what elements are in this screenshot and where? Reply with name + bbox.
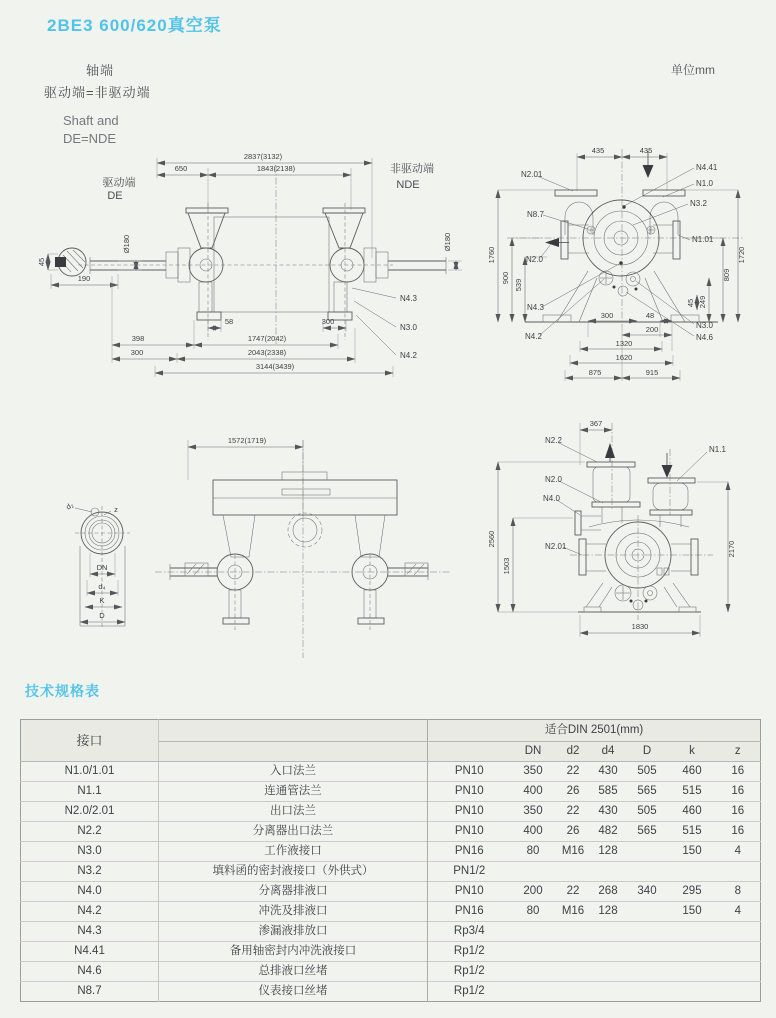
port-label-n3-2: N3.2 — [690, 199, 707, 208]
cell-k: 150 — [669, 902, 716, 922]
table-row — [21, 822, 761, 842]
cell-d2: 22 — [556, 882, 591, 902]
cell-dn — [511, 942, 556, 962]
flange-k-label: K — [99, 596, 105, 605]
cell-port: N4.6 — [21, 962, 159, 982]
cell-D — [626, 862, 669, 882]
spec-table-title: 技术规格表 — [25, 683, 100, 699]
cell-dn: 80 — [511, 842, 556, 862]
dim-300-r: 300 — [321, 317, 335, 326]
dim-809: 809 — [722, 268, 731, 282]
dim-58: 58 — [224, 317, 234, 326]
cell-pn: Rp1/2 — [428, 982, 511, 1002]
flange-dn-label: DN — [96, 563, 108, 572]
dim-435-right: 435 — [639, 146, 653, 155]
front-view-geometry — [498, 423, 728, 637]
cell-desc: 总排液口丝堵 — [159, 962, 428, 982]
dim-1503: 1503 — [502, 557, 511, 575]
port-label-n4-6: N4.6 — [696, 333, 713, 342]
cell-D — [626, 902, 669, 922]
cell-d2 — [556, 962, 591, 982]
dim-650: 650 — [174, 164, 188, 173]
cell-D — [626, 842, 669, 862]
cell-pn: PN10 — [428, 822, 511, 842]
cell-desc: 仪表接口丝堵 — [159, 982, 428, 1002]
cell-z: 4 — [716, 842, 761, 862]
cell-k — [669, 962, 716, 982]
front-view-drawing — [485, 415, 776, 667]
dim-phi180-left: Ø180 — [122, 234, 131, 254]
dim-300-l: 300 — [130, 348, 144, 357]
table-row — [21, 922, 761, 942]
subheader-D: D — [626, 742, 669, 762]
cell-dn: 350 — [511, 802, 556, 822]
port-label-n2-0f: N2.0 — [545, 475, 562, 484]
dim-1747: 1747(2042) — [247, 334, 287, 343]
dim-48: 48 — [645, 311, 655, 320]
cell-port: N4.41 — [21, 942, 159, 962]
subheader-desc-blank — [159, 742, 428, 762]
cell-z: 8 — [716, 882, 761, 902]
drive-end-label: 驱动端 — [102, 177, 136, 189]
cell-port: N3.2 — [21, 862, 159, 882]
cell-d4 — [591, 962, 626, 982]
axis-end-label: 轴端 — [86, 63, 115, 78]
cell-d2 — [556, 922, 591, 942]
table-row — [21, 962, 761, 982]
port-label-n1-1: N1.1 — [709, 445, 726, 454]
cell-port: N2.0/2.01 — [21, 802, 159, 822]
dim-367: 367 — [589, 419, 603, 428]
cell-d4: 430 — [591, 802, 626, 822]
cell-port: N4.3 — [21, 922, 159, 942]
cell-pn: PN10 — [428, 762, 511, 782]
subheader-d2: d2 — [556, 742, 591, 762]
flange-d-label: D — [99, 611, 105, 620]
dim-1320: 1320 — [615, 339, 633, 348]
cell-d4 — [591, 922, 626, 942]
cell-dn: 400 — [511, 822, 556, 842]
port-label-n4-2: N4.2 — [400, 351, 417, 360]
dim-190: 190 — [77, 274, 91, 283]
dim-539: 539 — [514, 278, 523, 292]
cell-pn: PN10 — [428, 802, 511, 822]
cell-pn: PN10 — [428, 782, 511, 802]
table-row — [21, 862, 761, 882]
cell-k: 460 — [669, 762, 716, 782]
end-view-texts — [487, 146, 746, 377]
table-row — [21, 882, 761, 902]
dim-435-left: 435 — [591, 146, 605, 155]
cell-port: N1.0/1.01 — [21, 762, 159, 782]
table-row — [21, 802, 761, 822]
cell-k: 150 — [669, 842, 716, 862]
cell-port: N4.0 — [21, 882, 159, 902]
dim-1843: 1843(2138) — [256, 164, 296, 173]
cell-z: 16 — [716, 822, 761, 842]
unit-label: 单位mm — [671, 63, 715, 77]
table-row — [21, 902, 761, 922]
spec-table-body — [21, 762, 761, 1002]
subheader-dn: DN — [511, 742, 556, 762]
cell-pn: Rp3/4 — [428, 922, 511, 942]
dim-2560: 2560 — [487, 530, 496, 548]
cell-D — [626, 982, 669, 1002]
table-row — [21, 942, 761, 962]
cell-pn: Rp1/2 — [428, 942, 511, 962]
cell-pn: PN16 — [428, 842, 511, 862]
cell-z — [716, 962, 761, 982]
port-label-n1-0: N1.0 — [696, 179, 713, 188]
cell-z — [716, 922, 761, 942]
side-view-drawing — [18, 148, 470, 404]
cell-desc: 连通管法兰 — [159, 782, 428, 802]
cell-k — [669, 942, 716, 962]
cell-z: 16 — [716, 762, 761, 782]
cell-desc: 渗漏液排放口 — [159, 922, 428, 942]
cell-z — [716, 862, 761, 882]
dim-875: 875 — [588, 368, 602, 377]
flange-z-label: z — [114, 505, 118, 514]
cell-z — [716, 942, 761, 962]
cell-dn: 350 — [511, 762, 556, 782]
cell-D: 565 — [626, 822, 669, 842]
cell-desc: 备用轴密封内冲洗液接口 — [159, 942, 428, 962]
cell-desc: 填料函的密封液接口（外供式） — [159, 862, 428, 882]
cell-dn: 80 — [511, 902, 556, 922]
dim-2170: 2170 — [727, 540, 736, 558]
cell-d2: 26 — [556, 822, 591, 842]
dim-2837: 2837(3132) — [243, 152, 283, 161]
cell-d2 — [556, 942, 591, 962]
cell-desc: 分离器出口法兰 — [159, 822, 428, 842]
cell-d4: 268 — [591, 882, 626, 902]
table-row — [21, 982, 761, 1002]
cell-d2: 22 — [556, 762, 591, 782]
cell-port: N1.1 — [21, 782, 159, 802]
cell-k — [669, 862, 716, 882]
port-label-n1-01: N1.01 — [692, 235, 714, 244]
cell-d4: 482 — [591, 822, 626, 842]
cell-d4: 430 — [591, 762, 626, 782]
dim-900: 900 — [501, 271, 510, 285]
cell-pn: PN16 — [428, 902, 511, 922]
cell-port: N8.7 — [21, 982, 159, 1002]
subheader-d4: d4 — [591, 742, 626, 762]
cell-D: 505 — [626, 802, 669, 822]
port-label-n4-41: N4.41 — [696, 163, 718, 172]
cell-dn: 400 — [511, 782, 556, 802]
dim-398: 398 — [131, 334, 145, 343]
cell-port: N2.2 — [21, 822, 159, 842]
cell-desc: 分离器排液口 — [159, 882, 428, 902]
dim-phi180-right: Ø180 — [443, 232, 452, 252]
cell-d4 — [591, 942, 626, 962]
cell-d4: 585 — [591, 782, 626, 802]
cell-z: 16 — [716, 782, 761, 802]
table-row — [21, 762, 761, 782]
shaft-note-line2: DE=NDE — [63, 130, 117, 146]
cell-pn: Rp1/2 — [428, 962, 511, 982]
cell-pn: PN10 — [428, 882, 511, 902]
shaft-note-line1: Shaft and — [63, 113, 119, 128]
port-label-n2-01f: N2.01 — [545, 542, 567, 551]
dim-1572: 1572(1719) — [227, 436, 267, 445]
cell-d2: 26 — [556, 782, 591, 802]
cell-D — [626, 962, 669, 982]
dim-45-key: 45 — [37, 257, 46, 267]
port-label-n3-0b: N3.0 — [696, 321, 713, 330]
plan-view-geometry — [75, 440, 450, 658]
cell-dn — [511, 862, 556, 882]
subheader-k: k — [669, 742, 716, 762]
end-view-drawing — [485, 145, 776, 401]
dim-45: 45 — [686, 298, 695, 308]
cell-D: 505 — [626, 762, 669, 782]
port-label-n2-0: N2.0 — [526, 255, 543, 264]
cell-d4: 128 — [591, 902, 626, 922]
cell-D — [626, 942, 669, 962]
cell-d2 — [556, 862, 591, 882]
cell-z: 4 — [716, 902, 761, 922]
header-port: 接口 — [21, 720, 159, 762]
page-title: 2BE3 600/620真空泵 — [47, 16, 222, 35]
dim-249: 249 — [698, 295, 707, 309]
port-label-n4-3b: N4.3 — [527, 303, 544, 312]
cell-z — [716, 982, 761, 1002]
cell-d4 — [591, 982, 626, 1002]
spec-table — [20, 719, 761, 1002]
dim-3144: 3144(3439) — [255, 362, 295, 371]
nondrive-end-label: 非驱动端 — [390, 163, 434, 175]
cell-d4: 128 — [591, 842, 626, 862]
cell-k: 295 — [669, 882, 716, 902]
dim-1830: 1830 — [631, 622, 649, 631]
cell-d2: M16 — [556, 902, 591, 922]
cell-D — [626, 922, 669, 942]
cell-desc: 冲洗及排液口 — [159, 902, 428, 922]
port-label-n8-7: N8.7 — [527, 210, 544, 219]
cell-dn — [511, 962, 556, 982]
drive-end-abbr: DE — [107, 190, 123, 202]
dim-915: 915 — [645, 368, 659, 377]
cell-dn — [511, 982, 556, 1002]
flange-d4-label: d₄ — [98, 582, 106, 591]
nondrive-end-abbr: NDE — [396, 179, 420, 191]
cell-k — [669, 982, 716, 1002]
dim-200: 200 — [645, 325, 659, 334]
cell-desc: 入口法兰 — [159, 762, 428, 782]
dim-2043: 2043(2338) — [247, 348, 287, 357]
de-eq-nde-label: 驱动端=非驱动端 — [44, 85, 151, 100]
side-view-texts — [37, 152, 452, 371]
cell-k — [669, 922, 716, 942]
cell-d2: 22 — [556, 802, 591, 822]
cell-pn: PN1/2 — [428, 862, 511, 882]
table-row — [21, 842, 761, 862]
cell-k: 515 — [669, 782, 716, 802]
plan-view-texts — [64, 436, 266, 620]
cell-z: 16 — [716, 802, 761, 822]
port-label-n4-2b: N4.2 — [525, 332, 542, 341]
port-label-n4-0: N4.0 — [543, 494, 560, 503]
cell-desc: 出口法兰 — [159, 802, 428, 822]
cell-k: 515 — [669, 822, 716, 842]
dim-1620: 1620 — [615, 353, 633, 362]
port-label-n4-3: N4.3 — [400, 294, 417, 303]
cell-port: N4.2 — [21, 902, 159, 922]
cell-k: 460 — [669, 802, 716, 822]
cell-D: 565 — [626, 782, 669, 802]
port-label-n3-0: N3.0 — [400, 323, 417, 332]
cell-dn: 200 — [511, 882, 556, 902]
flange-d2-label: d₂ — [64, 500, 76, 512]
dim-300b: 300 — [600, 311, 614, 320]
cell-port: N3.0 — [21, 842, 159, 862]
port-label-n2-01: N2.01 — [521, 170, 543, 179]
cell-d2 — [556, 982, 591, 1002]
cell-d4 — [591, 862, 626, 882]
header-desc-blank — [159, 720, 428, 742]
cell-desc: 工作液接口 — [159, 842, 428, 862]
table-row — [21, 782, 761, 802]
plan-view-drawing — [25, 420, 460, 670]
cell-dn — [511, 922, 556, 942]
port-label-n2-2: N2.2 — [545, 436, 562, 445]
header-din: 适合DIN 2501(mm) — [428, 720, 761, 742]
cell-d2: M16 — [556, 842, 591, 862]
dim-1760: 1760 — [487, 246, 496, 264]
shaft-note — [63, 112, 119, 147]
subheader-pn-blank — [428, 742, 511, 762]
dim-1720: 1720 — [737, 246, 746, 264]
cell-D: 340 — [626, 882, 669, 902]
subheader-z: z — [716, 742, 761, 762]
